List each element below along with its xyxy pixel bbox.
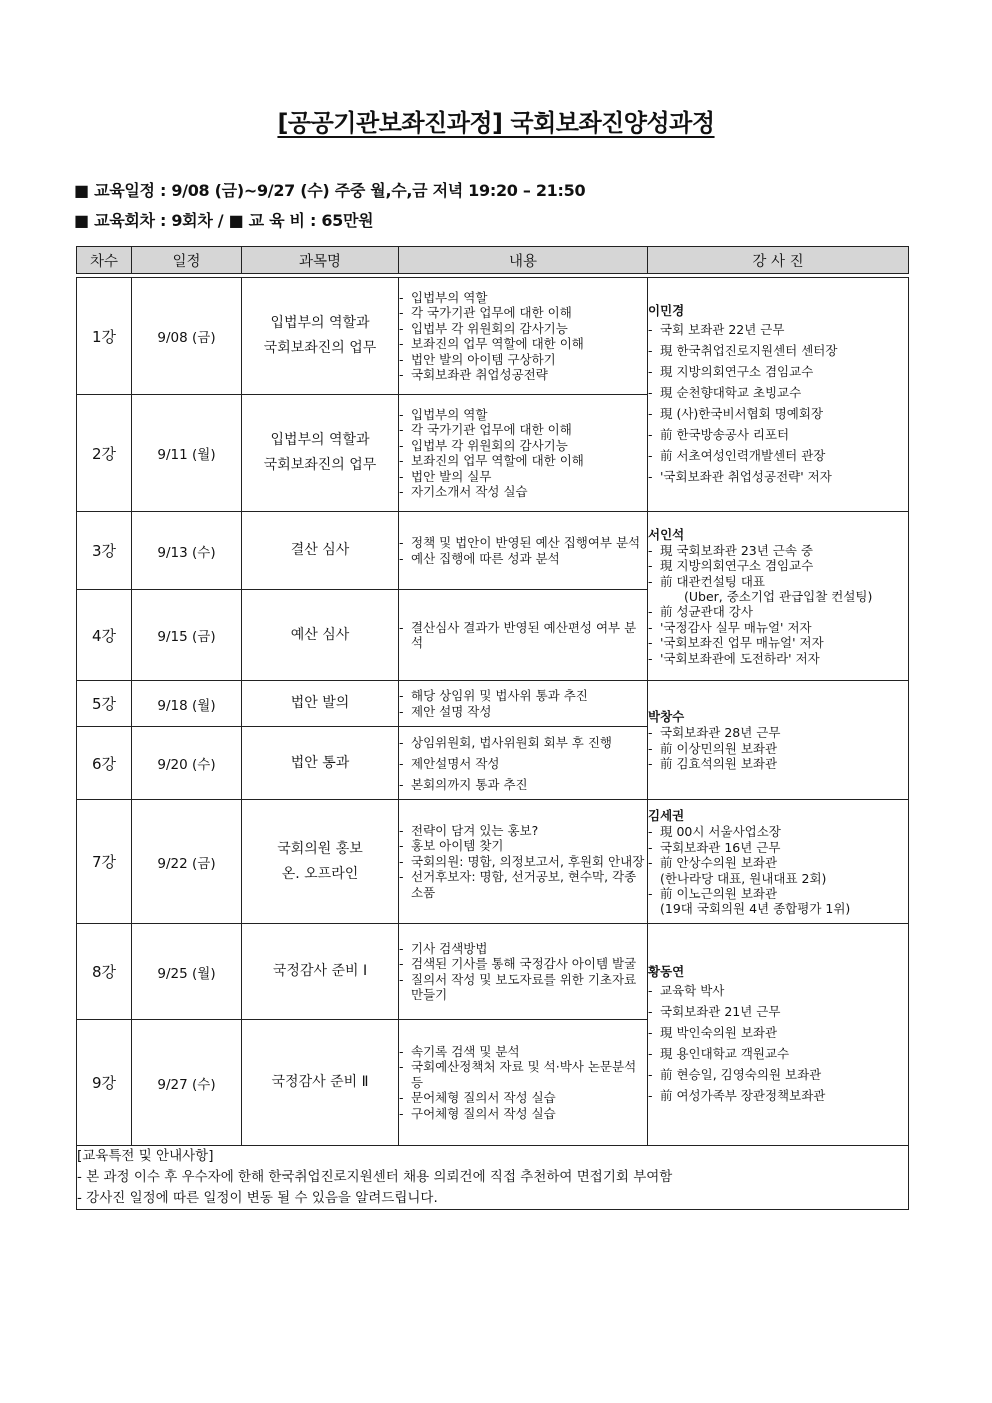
date-cell: 9/27 (수) [132, 1020, 242, 1146]
list-item: - 現 박인숙의원 보좌관 [648, 1022, 908, 1043]
instructor-cell [648, 512, 909, 681]
header-content: 내용 [399, 247, 648, 274]
content-cell [399, 395, 648, 512]
date-cell: 9/18 (월) [132, 681, 242, 727]
schedule-info: ■ 교육일정 : 9/08 (금)~9/27 (수) 주중 월,수,금 저녁 19:20 – 21:50 [74, 181, 586, 200]
notes-cell [77, 1146, 909, 1210]
table-row [77, 681, 909, 727]
list-item: - 국회 보좌관 22년 근무 [648, 319, 908, 340]
instructor-name: 황동연 [648, 964, 685, 979]
list-item: - 보좌진의 업무 역할에 대한 이해 [399, 336, 647, 352]
subject-cell: 결산 심사 [242, 512, 399, 590]
content-cell [399, 590, 648, 681]
instructor-name: 이민경 [648, 303, 685, 318]
round-cell: 9강 [77, 1020, 132, 1146]
list-item: - 現 지방의회연구소 겸임교수 [648, 361, 908, 382]
list-item: - '국회보좌관 취업성공전략' 저자 [648, 466, 908, 487]
list-item: - 입법부 각 위원회의 감사기능 [399, 438, 647, 454]
list-item: - 국회의원: 명함, 의정보고서, 후원회 안내장 [399, 854, 647, 870]
list-item: - 前 서초여성인력개발센터 관장 [648, 445, 908, 466]
instructor-note: (한나라당 대표, 원내대표 2회) [660, 870, 827, 886]
date-cell: 9/20 (수) [132, 727, 242, 800]
list-item: - 법안 발의 아이템 구상하기 [399, 352, 647, 368]
content-cell [399, 278, 648, 395]
date-cell: 9/15 (금) [132, 590, 242, 681]
instructor-cell [648, 800, 909, 924]
round-cell: 5강 [77, 681, 132, 727]
subject-cell: 예산 심사 [242, 590, 399, 681]
round-cell: 7강 [77, 800, 132, 924]
instructor-cell [648, 924, 909, 1146]
list-item: - 선거후보자: 명함, 선거공보, 현수막, 각종소품 [399, 869, 647, 900]
round-cell: 6강 [77, 727, 132, 800]
list-item: - 검색된 기사를 통해 국정감사 아이템 발굴 [399, 956, 647, 972]
list-item: - 전략이 담겨 있는 홍보? [399, 823, 647, 839]
list-item: - 前 이노근의원 보좌관 [648, 886, 908, 902]
list-item: - 前 안상수의원 보좌관 [648, 855, 908, 871]
date-cell: 9/11 (월) [132, 395, 242, 512]
table-row [77, 800, 909, 924]
notes-row [77, 1146, 909, 1210]
subject-cell: 국정감사 준비 Ⅱ [242, 1020, 399, 1146]
header-subject: 과목명 [242, 247, 399, 274]
list-item: - 자기소개서 작성 실습 [399, 484, 647, 500]
content-cell [399, 512, 648, 590]
round-cell: 8강 [77, 924, 132, 1020]
content-cell [399, 727, 648, 800]
table-row [77, 278, 909, 395]
table-row [77, 512, 909, 590]
list-item: - 現 00시 서울사업소장 [648, 824, 908, 840]
round-cell: 1강 [77, 278, 132, 395]
round-cell: 3강 [77, 512, 132, 590]
list-item: - 질의서 작성 및 보도자료를 위한 기초자료 만들기 [399, 972, 647, 1003]
instructor-name: 서인석 [648, 526, 685, 542]
list-item: - 국회보좌관 21년 근무 [648, 1001, 908, 1022]
list-item: - 기사 검색방법 [399, 941, 647, 957]
subject-cell: 입법부의 역할과 국회보좌진의 업무 [242, 395, 399, 512]
subject-cell: 국회의원 홍보 온. 오프라인 [242, 800, 399, 924]
list-item: - 前 한국방송공사 리포터 [648, 424, 908, 445]
list-item: - 국회보좌관 16년 근무 [648, 840, 908, 856]
header-round: 차수 [77, 247, 132, 274]
date-cell: 9/25 (월) [132, 924, 242, 1020]
instructor-note: (19대 국회의원 4년 종합평가 1위) [660, 901, 851, 916]
session-fee-info: ■ 교육회차 : 9회차 / ■ 교 육 비 : 65만원 [74, 211, 374, 230]
notes-heading: [교육특전 및 안내사항] [77, 1148, 214, 1164]
list-item: - 입법부의 역할 [399, 290, 647, 306]
list-item: - 前 현승일, 김영숙의원 보좌관 [648, 1064, 908, 1085]
list-item: - 본회의까지 통과 추진 [399, 774, 647, 795]
list-item: - 국회예산정책처 자료 및 석·박사 논문분석 등 [399, 1059, 647, 1090]
list-item: - 구어체형 질의서 작성 실습 [399, 1106, 647, 1122]
table-row [77, 924, 909, 1020]
list-item: - 입법부의 역할 [399, 407, 647, 423]
list-item: - 前 이상민의원 보좌관 [648, 741, 908, 757]
list-item: - 속기록 검색 및 분석 [399, 1044, 647, 1060]
subject-cell: 입법부의 역할과 국회보좌진의 업무 [242, 278, 399, 395]
list-item: - 제안설명서 작성 [399, 753, 647, 774]
list-item: - 前 김효석의원 보좌관 [648, 756, 908, 772]
instructor-note: (Uber, 중소기업 관급입찰 컨설팅) [684, 589, 873, 605]
list-item: - 前 대관컨설팅 대표 [648, 574, 908, 590]
list-item: - 홍보 아이템 찾기 [399, 838, 647, 854]
content-cell [399, 924, 648, 1020]
header-date: 일정 [132, 247, 242, 274]
list-item: - 교육학 박사 [648, 980, 908, 1001]
list-item: - 前 여성가족부 장관정책보좌관 [648, 1085, 908, 1106]
list-item: - '국회보좌진 업무 매뉴얼' 저자 [648, 635, 908, 651]
list-item: - 입법부 각 위원회의 감사기능 [399, 321, 647, 337]
list-item: - 現 (사)한국비서협회 명예회장 [648, 403, 908, 424]
list-item: - 前 성균관대 강사 [648, 604, 908, 620]
round-cell: 2강 [77, 395, 132, 512]
schedule-table [76, 246, 909, 1210]
list-item: - '국회보좌관에 도전하라' 저자 [648, 651, 908, 667]
list-item: - 결산심사 결과가 반영된 예산편성 여부 분석 [399, 620, 647, 651]
date-cell: 9/08 (금) [132, 278, 242, 395]
instructor-name: 김세권 [648, 808, 685, 823]
header-instructor: 강 사 진 [648, 247, 909, 274]
list-item: - 제안 설명 작성 [399, 704, 647, 720]
list-item: - 정책 및 법안이 반영된 예산 집행여부 분석 [399, 535, 647, 551]
list-item: - 국회보좌관 28년 근무 [648, 725, 908, 741]
content-cell [399, 1020, 648, 1146]
list-item: - 現 한국취업진로지원센터 센터장 [648, 340, 908, 361]
content-cell [399, 800, 648, 924]
content-cell [399, 681, 648, 727]
subject-cell: 법안 발의 [242, 681, 399, 727]
notes-line: - 강사진 일정에 따른 일정이 변동 될 수 있음을 알려드립니다. [77, 1190, 438, 1206]
list-item: - 해당 상임위 및 법사위 통과 추진 [399, 688, 647, 704]
list-item: - 각 국가기관 업무에 대한 이해 [399, 422, 647, 438]
table-header-row [77, 247, 909, 274]
list-item: - 現 용인대학교 객원교수 [648, 1043, 908, 1064]
round-cell: 4강 [77, 590, 132, 681]
list-item: - 現 순천향대학교 초빙교수 [648, 382, 908, 403]
subject-cell: 국정감사 준비 Ⅰ [242, 924, 399, 1020]
list-item: - 상임위원회, 법사위원회 회부 후 진행 [399, 732, 647, 753]
notes-line: - 본 과정 이수 후 우수자에 한해 한국취업진로지원센터 채용 의뢰건에 직접 추천하여 면접기회 부여함 [77, 1169, 673, 1185]
list-item: - '국정감사 실무 매뉴얼' 저자 [648, 620, 908, 636]
page-title: [공공기관보좌진과정] 국회보좌진양성과정 [277, 109, 715, 137]
instructor-name: 박창수 [648, 709, 685, 725]
list-item: - 現 지방의회연구소 겸임교수 [648, 558, 908, 574]
list-item: - 국회보좌관 취업성공전략 [399, 367, 647, 383]
date-cell: 9/22 (금) [132, 800, 242, 924]
instructor-cell [648, 681, 909, 800]
subject-cell: 법안 통과 [242, 727, 399, 800]
list-item: - 現 국회보좌관 23년 근속 중 [648, 543, 908, 559]
list-item: - 보좌진의 업무 역할에 대한 이해 [399, 453, 647, 469]
list-item: - 각 국가기관 업무에 대한 이해 [399, 305, 647, 321]
list-item: - 예산 집행에 따른 성과 분석 [399, 551, 647, 567]
date-cell: 9/13 (수) [132, 512, 242, 590]
list-item: - 법안 발의 실무 [399, 469, 647, 485]
list-item: - 문어체형 질의서 작성 실습 [399, 1090, 647, 1106]
instructor-cell [648, 278, 909, 512]
